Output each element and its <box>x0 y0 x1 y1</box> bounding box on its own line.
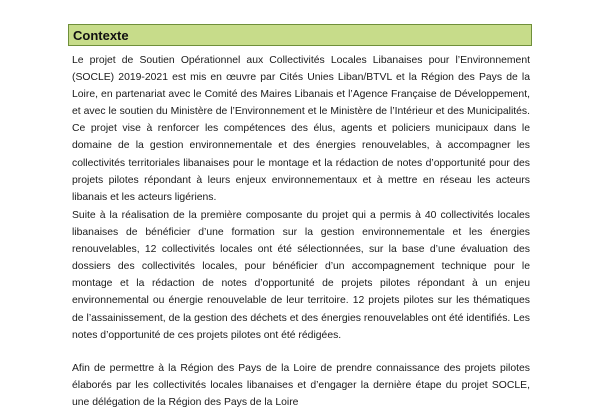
paragraph-context-3: Afin de permettre à la Région des Pays de la Loire de prendre connaissance des projets pilotes élaborés par les collectivités locales libanaises et d’engager la dernière étape du projet SOCLE, une délégation de la Région des Pays de la Loire <box>72 363 530 409</box>
paragraph-context-1: Le projet de Soutien Opérationnel aux Collectivités Locales Libanaises pour l’Environnement (SOCLE) 2019-2021 est mis en œuvre par Cités Unies Liban/BTVL et la Région des Pays de la Loire, en partenariat avec le Comité des Maires Libanais et l’Agence Française de Développement, et avec le soutien du Ministère de l’Environnement et le Ministère de l’Intérieur et des Municipalités. Ce projet vise à renforcer les compétences des élus, agents et policiers municipaux dans le domaine de la gestion environnementale et des énergies renouvelables, à accompagner les collectivités territoriales libanaises pour le montage et la rédaction de notes d’opportunité pour des projets pilotes répondant à leurs enjeux environnementaux et à mettre en réseau les acteurs libanais et les acteurs ligériens. <box>72 55 530 203</box>
section-header <box>68 24 532 46</box>
section-title: Contexte <box>73 27 129 43</box>
paragraph-context-2: Suite à la réalisation de la première composante du projet qui a permis à 40 collectivités locales libanaises de bénéficier d’une formation sur la gestion environnementale et les énergies renouvelables, 12 collectivités locales ont été sélectionnées, sur la base d’une évaluation des dossiers des collectivités locales, pour bénéficier d’un accompagnement technique pour le montage et la rédaction de notes d’opportunité de projets pilotes répondant à un enjeu environnemental ou énergie renouvelable de leur territoire. 12 projets pilotes sur les thématiques de l’assainissement, de la gestion des déchets et des énergies renouvelables ont été identifiés. Les notes d’opportunité de ces projets pilotes ont été rédigées. <box>72 210 530 341</box>
